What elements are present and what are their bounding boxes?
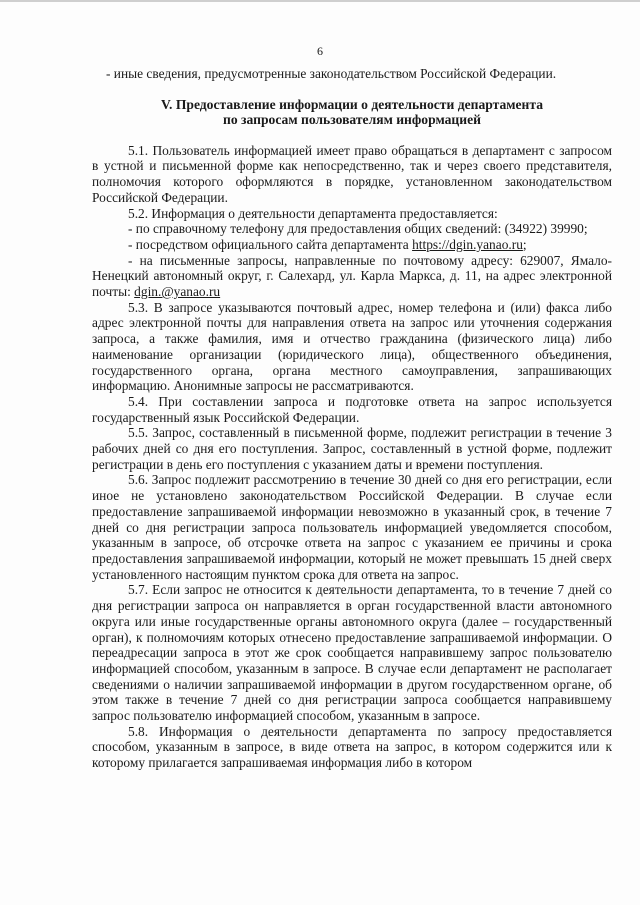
email-link[interactable]: dgin.@yanao.ru [134,284,221,300]
document-body [92,66,612,771]
paragraph-5-2-website [92,237,612,253]
section-heading-line-2: по запросам пользователям информацией [223,112,481,128]
paragraph-5-4: 5.4. При составлении запроса и подготовке ответа на запрос используется государственный язык Российской Федерации. [92,393,612,425]
scan-top-edge [0,0,640,2]
page-number: 6 [317,44,323,58]
paragraph-5-7: 5.7. Если запрос не относится к деятельности департамента, то в течение 7 дней со дня регистрации запроса он направляется в орган государственной власти автономного округа или иные государственные органы автономного округа (далее – государственный орган), к полномочиям которых отнесено предоставление запрашиваемой информации. О переадресации запроса в этот же срок сообщается направившему запрос пользователю информацией способом, указанным в запросе. В случае если департамент не располагает сведениями о наличии запрашиваемой информации в другом государственном органе, об этом также в течение 7 дней со дня регистрации запроса сообщается направившему запрос пользователю информацией способом, указанным в запросе. [92,582,612,724]
paragraph-5-2: 5.2. Информация о деятельности департамента предоставляется: [128,205,498,221]
paragraph-5-1: 5.1. Пользователь информацией имеет право обращаться в департамент с запросом в устной и письменной форме как непосредственно, так и через своего представителя, полномочия которого оформляются в порядке, установленном законодательством Российской Федерации. [92,142,612,205]
section-heading-line-1: V. Предоставление информации о деятельности департамента [160,96,544,112]
postal-text: - на письменные запросы, направленные по почтовому адресу: 629007, Ямало-Ненецкий автономный округ, г. Салехард, ул. Карла Маркса, д. 11, на адрес электронной почты: [92,252,612,300]
paragraph-5-8: 5.8. Информация о деятельности департамента по запросу предоставляется способом, указанным в запросе, в виде ответа на запрос, в котором содержится или к которому прилагается запрашиваемая информация либо в котором [92,723,612,771]
paragraph-5-2-postal [92,253,612,300]
website-text: - посредством официального сайта департамента [128,236,413,252]
website-end: ; [522,236,527,252]
paragraph-5-2-phone: - по справочному телефону для предоставления общих сведений: (34922) 39990; [128,221,588,237]
section-heading [92,97,612,128]
paragraph-other-info: - иные сведения, предусмотренные законодательством Российской Федерации. [106,66,557,81]
website-link[interactable]: https://dgin.yanao.ru [412,236,523,252]
paragraph-5-3: 5.3. В запросе указываются почтовый адрес, номер телефона и (или) факса либо адрес электронной почты для направления ответа на запрос или уточнения содержания запроса, а также фамилия, имя и отчество гражданина (физического лица) либо наименование организации (юридического лица), общественного объединения, государственного органа, органа местного самоуправления, запрашивающих информацию. Анонимные запросы не рассматриваются. [92,299,612,394]
paragraph-5-5: 5.5. Запрос, составленный в письменной форме, подлежит регистрации в течение 3 рабочих дней со дня его поступления. Запрос, составленный в устной форме, подлежит регистрации в день его поступления с указанием даты и времени поступления. [92,425,612,472]
paragraph-5-6: 5.6. Запрос подлежит рассмотрению в течение 30 дней со дня его регистрации, если иное не установлено законодательством Российской Федерации. В случае если предоставление запрашиваемой информации невозможно в указанный срок, в течение 7 дней со дня регистрации запроса пользователь информацией уведомляется способом, указанным в запросе, об отсрочке ответа на запрос с указанием ее причины и срока предоставления запрашиваемой информации, который не может превышать 15 дней сверх установленного настоящим пунктом срока для ответа на запрос. [92,472,612,582]
